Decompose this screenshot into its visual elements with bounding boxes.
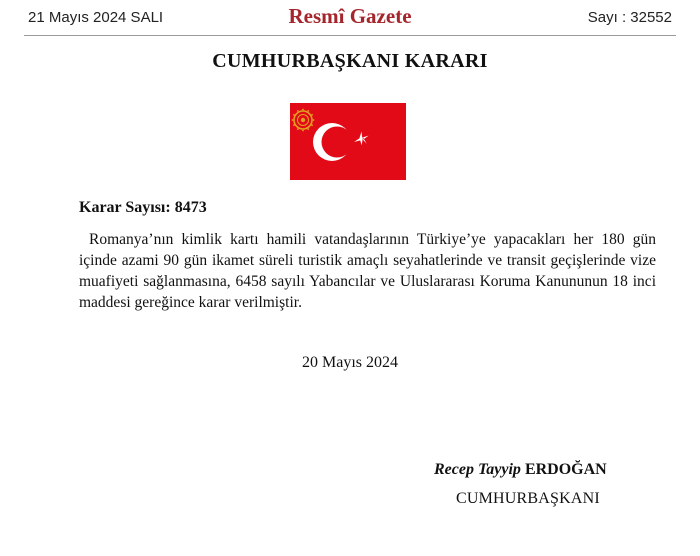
decree-heading: CUMHURBAŞKANI KARARI [212,50,488,72]
gazette-title: Resmî Gazete [288,4,412,28]
signatory-name [434,461,607,479]
header-date: 21 Mayıs 2024 SALI [28,9,164,26]
signatory-given-name: Recep Tayyip [434,461,521,478]
signatory-title: CUMHURBAŞKANI [456,490,600,507]
decision-number: Karar Sayısı: 8473 [79,199,207,216]
issue-number: Sayı : 32552 [587,9,672,26]
signatory-surname: ERDOĞAN [524,461,607,478]
decree-date: 20 Mayıs 2024 [302,354,398,371]
crescent-inner [322,127,353,158]
decree-body: Romanya’nın kimlik kartı hamili vatandaşlarının Türkiye’ye yapacakları her 180 gün içinde azami 90 gün ikamet süreli turistik amaçlı seyahatlerinde ve transit geçişlerinde vize muafiyeti sağlanmasına, 6458 sayılı Yabancılar ve Uluslararası Koruma Kanununun 18 inci maddesi gereğince karar verilmiştir. [79,231,656,311]
header-divider [24,35,676,36]
turkish-flag-icon [290,103,406,180]
